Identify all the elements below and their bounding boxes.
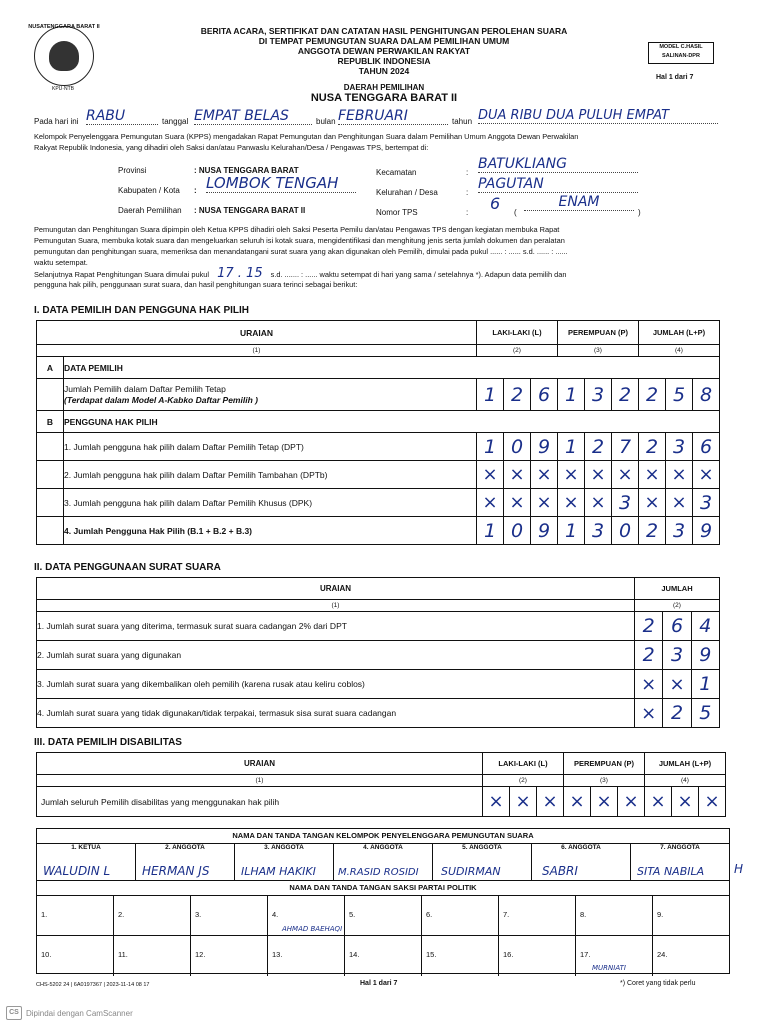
s3-row-label: Jumlah seluruh Pemilih disabilitas yang menggunakan hak pilih [37, 787, 483, 817]
para2-line2: Pemungutan Suara, membuka kotak suara dan mengeluarkan seluruh isi kotak suara, mengidentifikasi dan menghitung jenis serta jumlah dokumen dan peralatan [34, 236, 565, 245]
s3-col-uraian: URAIAN [37, 753, 483, 775]
tps-number: 6 [490, 194, 501, 213]
tahun-label: tahun [452, 117, 473, 126]
model-box-line2: SALINAN-DPR [662, 53, 700, 59]
s1-b-row4-label: 4. Jumlah Pengguna Hak Pilih (B.1 + B.2 + B.3) [64, 517, 477, 545]
s1-b-row-3 [37, 489, 720, 517]
tanggal-label: tanggal [162, 117, 189, 126]
saksi-17 [576, 936, 653, 976]
s2-r3-1: × [663, 670, 691, 699]
s1-num1: (1) [37, 345, 477, 357]
s1-col-l: LAKI-LAKI (L) [477, 321, 558, 345]
footer-page: Hal 1 dari 7 [360, 980, 398, 987]
tanggal-value: EMPAT BELAS [194, 108, 312, 125]
s1-num2: (2) [477, 345, 558, 357]
section2-title: II. DATA PENGGUNAAN SURAT SUARA [34, 562, 221, 573]
dapil-label: Daerah Pemilihan [118, 206, 182, 215]
kpps-member-1 [37, 844, 136, 880]
footer-note: *) Coret yang tidak perlu [620, 980, 696, 987]
header-line-3: ANGGOTA DEWAN PERWAKILAN RAKYAT [297, 46, 471, 56]
saksi-9: 9. [657, 910, 664, 919]
saksi-15: 15. [422, 936, 499, 976]
s2-row2-label: 2. Jumlah surat suara yang digunakan [37, 641, 635, 670]
s1-b2-l-0: × [477, 461, 504, 489]
s2-r1-0: 2 [635, 612, 663, 641]
s2-row4-label: 4. Jumlah surat suara yang tidak digunakan/tidak terpakai, termasuk sisa surat suara cadangan [37, 699, 635, 728]
kpps-member-7 [631, 844, 729, 880]
saksi-5: 5. [345, 896, 422, 935]
s3-num3: (3) [564, 775, 645, 787]
member4-name: M.RASID ROSIDI [338, 867, 419, 878]
saksi-2: 2. [114, 896, 191, 935]
member1-role: 1. KETUA [71, 844, 101, 851]
s1-a-title: DATA PEMILIH [64, 357, 720, 379]
page-label: Hal 1 dari 7 [656, 74, 694, 81]
s1-a-row1-label [64, 379, 477, 411]
s2-r2-1: 3 [663, 641, 691, 670]
paragraph-2 [34, 224, 734, 290]
s3-lp-2: × [699, 787, 726, 817]
paragraph-1 [34, 131, 734, 153]
saksi-3: 3. [191, 896, 268, 935]
s1-num4: (4) [639, 345, 720, 357]
saksi-16: 16. [499, 936, 576, 976]
para2-line4: waktu setempat. [34, 258, 88, 267]
s1-b-row2-label: 2. Jumlah pengguna hak pilih dalam Daftar Pemilih Tambahan (DPTb) [64, 461, 477, 489]
s1-a-lp-1: 5 [666, 379, 693, 411]
section2-table [36, 577, 720, 728]
s1-a-letter: A [37, 357, 64, 379]
header-line-4: REPUBLIK INDONESIA [337, 56, 431, 66]
seal-emblem-icon [49, 41, 79, 71]
member2-name: HERMAN JS [142, 864, 210, 878]
kpps-member-4 [334, 844, 433, 880]
s1-b3-p-2: 3 [612, 489, 639, 517]
start-time: 17 . 15 [217, 266, 263, 281]
kpps-title: NAMA DAN TANDA TANGAN KELOMPOK PENYELENGGARA PEMUNGUTAN SUARA [37, 829, 729, 844]
member6-role: 6. ANGGOTA [561, 844, 601, 851]
s2-r2-2: 9 [691, 641, 719, 670]
s1-b3-lp-0: × [639, 489, 666, 517]
dapil-value: : NUSA TENGGARA BARAT II [194, 206, 306, 215]
member1-name: WALUDIN L [43, 864, 111, 878]
s3-lp-1: × [672, 787, 699, 817]
kpps-member-6 [532, 844, 631, 880]
saksi-11: 11. [114, 936, 191, 976]
para2-line1: Pemungutan dan Penghitungan Suara dipimpin oleh Ketua KPPS dihadiri oleh Saksi Peserta Pemilu dan/atau Pengawas TPS dengan kegiatan membuka Rapat [34, 225, 560, 234]
s1-b1-lp-1: 3 [666, 433, 693, 461]
s1-b4-lp-2: 9 [693, 517, 720, 545]
section1-title: I. DATA PEMILIH DAN PENGGUNA HAK PILIH [34, 305, 249, 316]
s3-col-lp: JUMLAH (L+P) [645, 753, 726, 775]
s1-b-row3-label: 3. Jumlah pengguna hak pilih dalam Daftar Pemilih Khusus (DPK) [64, 489, 477, 517]
s1-b1-l-1: 0 [504, 433, 531, 461]
kelurahan-value: PAGUTAN [478, 176, 638, 193]
s1-b-row1-label: 1. Jumlah pengguna hak pilih dalam Daftar Pemilih Tetap (DPT) [64, 433, 477, 461]
saksi-14: 14. [345, 936, 422, 976]
s1-b-letter: B [37, 411, 64, 433]
saksi-8: 8. [576, 896, 653, 935]
s1-b-row-2 [37, 461, 720, 489]
s1-a-p-1: 3 [585, 379, 612, 411]
provinsi-value: : NUSA TENGGARA BARAT [194, 166, 299, 175]
s3-col-p: PEREMPUAN (P) [564, 753, 645, 775]
s1-b1-l-0: 1 [477, 433, 504, 461]
provinsi-label: Provinsi [118, 166, 147, 175]
s1-b2-p-1: × [585, 461, 612, 489]
s1-a-l-2: 6 [531, 379, 558, 411]
s3-l-2: × [537, 787, 564, 817]
s2-r4-2: 5 [691, 699, 719, 728]
saksi-7: 7. [499, 896, 576, 935]
kpps-member-3 [235, 844, 334, 880]
s2-col-jumlah: JUMLAH [635, 578, 720, 600]
para2-line5a: Selanjutnya Rapat Penghitungan Suara dimulai pukul [34, 270, 210, 279]
kpps-members-row [37, 844, 729, 881]
s1-b2-p-2: × [612, 461, 639, 489]
model-box [648, 42, 714, 64]
s1-b-row-1 [37, 433, 720, 461]
s1-b2-l-1: × [504, 461, 531, 489]
s1-b3-l-2: × [531, 489, 558, 517]
s1-b2-lp-2: × [693, 461, 720, 489]
section3-table [36, 752, 726, 817]
kecamatan-value: BATUKLIANG [478, 156, 638, 173]
s2-r3-0: × [635, 670, 663, 699]
s1-a-lp-2: 8 [693, 379, 720, 411]
kecamatan-label: Kecamatan [376, 168, 417, 177]
s2-r3-2: 1 [691, 670, 719, 699]
s1-b-title: PENGGUNA HAK PILIH [64, 411, 720, 433]
saksi-row-1 [37, 896, 729, 936]
para2-line6: pengguna hak pilih, penggunaan surat suara, dan hasil penghitungan suara terinci sebagai berikut: [34, 280, 358, 289]
s1-num3: (3) [558, 345, 639, 357]
s1-b4-p-0: 1 [558, 517, 585, 545]
tps-words: ENAM [524, 194, 634, 211]
extra-h: H [734, 862, 744, 876]
s3-l-1: × [510, 787, 537, 817]
para2-line5b: s.d. ....... : ...... waktu setempat di hari yang sama / setelahnya *). Adapun data pemilih dan [270, 270, 567, 279]
s2-row-3 [37, 670, 720, 699]
scanner-watermark [6, 1006, 133, 1020]
s1-b1-lp-0: 2 [639, 433, 666, 461]
s2-row-4 [37, 699, 720, 728]
kelurahan-label: Kelurahan / Desa [376, 188, 438, 197]
s1-b4-p-2: 0 [612, 517, 639, 545]
saksi-4 [268, 896, 345, 935]
s1-b4-p-1: 3 [585, 517, 612, 545]
section1-table [36, 320, 720, 545]
s1-a-p-2: 2 [612, 379, 639, 411]
section3-title: III. DATA PEMILIH DISABILITAS [34, 737, 182, 748]
s1-b4-lp-0: 2 [639, 517, 666, 545]
s1-b3-l-0: × [477, 489, 504, 517]
s1-b1-l-2: 9 [531, 433, 558, 461]
s1-b2-lp-1: × [666, 461, 693, 489]
header-line-5: TAHUN 2024 [358, 66, 410, 76]
member7-name: SITA NABILA [637, 865, 705, 878]
s2-num2: (2) [635, 600, 720, 612]
intro-line [34, 110, 734, 128]
s2-row3-label: 3. Jumlah surat suara yang dikembalikan oleh pemilih (karena rusak atau keliru coblos) [37, 670, 635, 699]
s3-num2: (2) [483, 775, 564, 787]
s1-a-l-0: 1 [477, 379, 504, 411]
para1-line2: Rakyat Republik Indonesia, yang dihadiri oleh Saksi dan/atau Panwaslu Kelurahan/Desa / Pengawas TPS, bertempat di: [34, 143, 429, 152]
s1-b1-lp-2: 6 [693, 433, 720, 461]
member3-role: 3. ANGGOTA [264, 844, 304, 851]
daerah-value: NUSA TENGGARA BARAT II [310, 92, 458, 104]
s1-b3-l-1: × [504, 489, 531, 517]
s1-b2-lp-0: × [639, 461, 666, 489]
s1-b1-p-2: 7 [612, 433, 639, 461]
s2-row1-label: 1. Jumlah surat suara yang diterima, termasuk surat suara cadangan 2% dari DPT [37, 612, 635, 641]
tps-label: Nomor TPS [376, 208, 418, 217]
para1-line1: Kelompok Penyelenggara Pemungutan Suara (KPPS) mengadakan Rapat Pemungutan dan Penghitungan Suara dalam Pemilihan Umum Anggota Dewan Perwakilan [34, 132, 579, 141]
s1-col-p: PEREMPUAN (P) [558, 321, 639, 345]
member6-name: SABRI [542, 864, 578, 878]
s1-b4-l-1: 0 [504, 517, 531, 545]
s1-b2-p-0: × [558, 461, 585, 489]
kabupaten-value: LOMBOK TENGAH [206, 174, 356, 193]
s1-col-uraian: URAIAN [37, 321, 477, 345]
s3-num1: (1) [37, 775, 483, 787]
saksi-1: 1. [37, 896, 114, 935]
bulan-value: FEBRUARI [338, 108, 448, 125]
para2-line3: pemungutan dan penghitungan suara, memeriksa dan menandatangani surat suara yang akan digunakan oleh Pemilih, dimulai pada pukul ...... : ...... s.d. ...... : ...... [34, 247, 568, 256]
s1-b3-p-1: × [585, 489, 612, 517]
saksi-13: 13. [268, 936, 345, 976]
signature-block [36, 828, 730, 974]
s1-a-row1-line1: Jumlah Pemilih dalam Daftar Pemilih Tetap [64, 383, 226, 394]
saksi-10: 10. [37, 936, 114, 976]
s2-row-2 [37, 641, 720, 670]
hari-value: RABU [86, 108, 158, 125]
saksi-6: 6. [422, 896, 499, 935]
saksi-17-number: 17. [580, 950, 591, 959]
s1-a-row1-line2: (Terdapat dalam Model A-Kabko Daftar Pemilih ) [64, 394, 258, 405]
saksi-4-number: 4. [272, 910, 279, 919]
saksi-12: 12. [191, 936, 268, 976]
saksi-24: 24. [657, 950, 668, 959]
saksi-4-name: AHMAD BAEHAQI [282, 925, 343, 933]
pada-hari-label: Pada hari ini [34, 117, 79, 126]
s3-p-1: × [591, 787, 618, 817]
s1-col-lp: JUMLAH (L+P) [639, 321, 720, 345]
s2-r2-0: 2 [635, 641, 663, 670]
saksi-row-2 [37, 936, 729, 976]
scanner-text: Dipindai dengan CamScanner [26, 1008, 133, 1018]
s1-a-l-1: 2 [504, 379, 531, 411]
camscanner-icon: CS [6, 1006, 22, 1020]
s3-lp-0: × [645, 787, 672, 817]
model-box-line1: MODEL C.HASIL [659, 44, 703, 50]
kpps-member-5 [433, 844, 532, 880]
s1-b3-p-0: × [558, 489, 585, 517]
member2-role: 2. ANGGOTA [165, 844, 205, 851]
daerah-block [150, 83, 618, 104]
daerah-label: DAERAH PEMILIHAN [343, 83, 425, 92]
tahun-value: DUA RIBU DUA PULUH EMPAT [478, 108, 718, 124]
s1-b4-lp-1: 3 [666, 517, 693, 545]
s3-col-l: LAKI-LAKI (L) [483, 753, 564, 775]
s1-b1-p-1: 2 [585, 433, 612, 461]
s2-r4-0: × [635, 699, 663, 728]
member5-name: SUDIRMAN [441, 865, 501, 878]
member3-name: ILHAM HAKIKI [241, 865, 316, 878]
kpps-member-2 [136, 844, 235, 880]
s2-num1: (1) [37, 600, 635, 612]
s1-b4-l-2: 9 [531, 517, 558, 545]
s2-r1-1: 6 [663, 612, 691, 641]
s1-b3-lp-1: × [666, 489, 693, 517]
s1-a-p-0: 1 [558, 379, 585, 411]
s3-p-2: × [618, 787, 645, 817]
s1-b3-lp-2: 3 [693, 489, 720, 517]
kpu-seal [28, 24, 100, 92]
document-header [150, 26, 618, 76]
s3-row [37, 787, 726, 817]
s3-num4: (4) [645, 775, 726, 787]
s2-col-uraian: URAIAN [37, 578, 635, 600]
bulan-label: bulan [316, 117, 336, 126]
location-block: Provinsi : NUSA TENGGARA BARAT Kabupaten / Kota : LOMBOK TENGAH Daerah Pemilihan : NUSA TENGGARA BARAT II Kecamatan : BATUKLIANG Kelurahan / Desa : PAGUTAN Nomor TPS : 6 ( ENAM ) [118, 156, 641, 217]
header-line-2: DI TEMPAT PEMUNGUTAN SUARA DALAM PEMILIHAN UMUM [258, 36, 510, 46]
member7-role: 7. ANGGOTA [660, 844, 700, 851]
seal-text: NUSATENGGARA BARAT II [28, 24, 100, 30]
s2-r1-2: 4 [691, 612, 719, 641]
s1-b4-l-0: 1 [477, 517, 504, 545]
kabupaten-label: Kabupaten / Kota [118, 186, 180, 195]
header-line-1: BERITA ACARA, SERTIFIKAT DAN CATATAN HASIL PENGHITUNGAN PEROLEHAN SUARA [200, 26, 568, 36]
saksi-title: NAMA DAN TANDA TANGAN SAKSI PARTAI POLITIK [37, 881, 729, 896]
member4-role: 4. ANGGOTA [363, 844, 403, 851]
seal-subtext: KPU·NTB [52, 86, 74, 92]
s1-b2-l-2: × [531, 461, 558, 489]
s3-l-0: × [483, 787, 510, 817]
s1-b1-p-0: 1 [558, 433, 585, 461]
s1-a-lp-0: 2 [639, 379, 666, 411]
s2-row-1 [37, 612, 720, 641]
s2-r4-1: 2 [663, 699, 691, 728]
member5-role: 5. ANGGOTA [462, 844, 502, 851]
saksi-17-name: MURNIATI [592, 964, 626, 972]
footer-code: CHS-5202 24 | 6A0197367 | 2023-11-14 08 17 [36, 982, 150, 988]
s3-p-0: × [564, 787, 591, 817]
s1-b-row-4 [37, 517, 720, 545]
